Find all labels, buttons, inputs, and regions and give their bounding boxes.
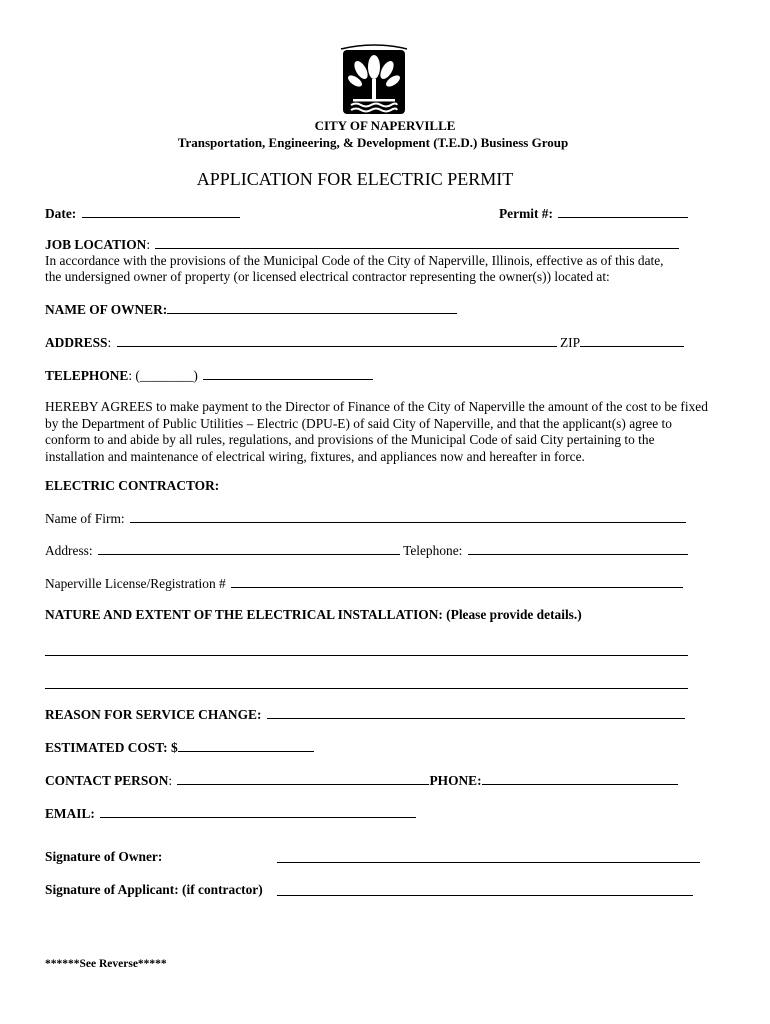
agreement-paragraph: HEREBY AGREES to make payment to the Director of Finance of the City of Naperville the amount of the cost to be fixed by the Department of Public Utilities – Electric (DPU-E) of said City of Naperville, and that the applicant(s) agree to conform to and abide by all rules, regulations, and provisions of the Municipal Code of said City pertaining to the installation and maintenance of electrical wiring, fixtures, and appliances now and hereafter in force.: [45, 399, 708, 464]
naperville-tree-logo-icon: [339, 43, 409, 118]
firm-label: Name of Firm:: [45, 511, 125, 526]
date-row: [45, 205, 240, 222]
contractor-telephone-label: Telephone:: [403, 543, 463, 558]
email-label: EMAIL:: [45, 806, 95, 821]
phone-label: PHONE:: [429, 773, 482, 788]
owner-row: [45, 301, 457, 318]
license-label: Naperville License/Registration #: [45, 576, 226, 591]
colon: :: [146, 237, 151, 252]
contractor-address-field[interactable]: [98, 542, 400, 555]
colon: :: [107, 335, 112, 350]
cost-label: ESTIMATED COST: $: [45, 740, 178, 755]
contact-label: CONTACT PERSON: [45, 773, 169, 788]
reason-label: REASON FOR SERVICE CHANGE:: [45, 707, 262, 722]
see-reverse-note: ******See Reverse*****: [45, 958, 167, 970]
applicant-signature-field[interactable]: [277, 895, 693, 896]
applicant-signature-label: Signature of Applicant: (if contractor): [45, 882, 263, 897]
zip-label: ZIP: [559, 335, 581, 350]
address-label: ADDRESS: [45, 335, 108, 350]
email-row: [45, 805, 416, 822]
firm-field[interactable]: [130, 510, 686, 523]
installation-details-line-2[interactable]: [45, 688, 688, 689]
intro-line-1: In accordance with the provisions of the Municipal Code of the City of Naperville, Illinois, effective as of this date,: [45, 253, 664, 268]
installation-heading: NATURE AND EXTENT OF THE ELECTRICAL INSTALLATION: (Please provide details.): [45, 607, 582, 622]
permit-row: [499, 205, 688, 222]
telephone-label: TELEPHONE: [45, 368, 129, 383]
contact-row: [45, 772, 678, 789]
intro-line-2: the undersigned owner of property (or licensed electrical contractor representing the owner(s)) located at:: [45, 269, 610, 284]
reason-row: [45, 706, 685, 723]
contractor-heading: ELECTRIC CONTRACTOR:: [45, 478, 220, 493]
installation-details-line-1[interactable]: [45, 655, 688, 656]
telephone-row: [45, 367, 373, 384]
owner-signature-label: Signature of Owner:: [45, 849, 163, 864]
owner-label: NAME OF OWNER:: [45, 302, 168, 317]
license-row: [45, 575, 683, 592]
firm-row: [45, 510, 686, 527]
cost-field[interactable]: [178, 739, 314, 752]
telephone-area-code[interactable]: : (________): [128, 368, 198, 383]
job-location-field[interactable]: [155, 236, 679, 249]
business-group: Transportation, Engineering, & Development (T.E.D.) Business Group: [177, 135, 569, 150]
date-field[interactable]: [82, 205, 240, 218]
address-row: [45, 334, 684, 351]
permit-label: Permit #:: [499, 206, 553, 221]
contact-field[interactable]: [177, 772, 429, 785]
reason-field[interactable]: [267, 706, 685, 719]
telephone-field[interactable]: [203, 367, 373, 380]
address-field[interactable]: [117, 334, 557, 347]
email-field[interactable]: [100, 805, 416, 818]
job-location-label: JOB LOCATION: [45, 237, 147, 252]
phone-field[interactable]: [482, 772, 678, 785]
contractor-address-row: [45, 542, 688, 559]
contractor-telephone-field[interactable]: [468, 542, 688, 555]
owner-signature-field[interactable]: [277, 862, 700, 863]
contractor-address-label: Address:: [45, 543, 93, 558]
job-location-row: [45, 236, 679, 253]
colon: :: [168, 773, 173, 788]
zip-field[interactable]: [580, 334, 684, 347]
license-field[interactable]: [231, 575, 683, 588]
permit-number-field[interactable]: [558, 205, 688, 218]
page-title: APPLICATION FOR ELECTRIC PERMIT: [196, 169, 514, 189]
cost-row: [45, 739, 314, 756]
owner-field[interactable]: [167, 301, 457, 314]
city-name: CITY OF NAPERVILLE: [314, 118, 456, 133]
date-label: Date:: [45, 206, 77, 221]
